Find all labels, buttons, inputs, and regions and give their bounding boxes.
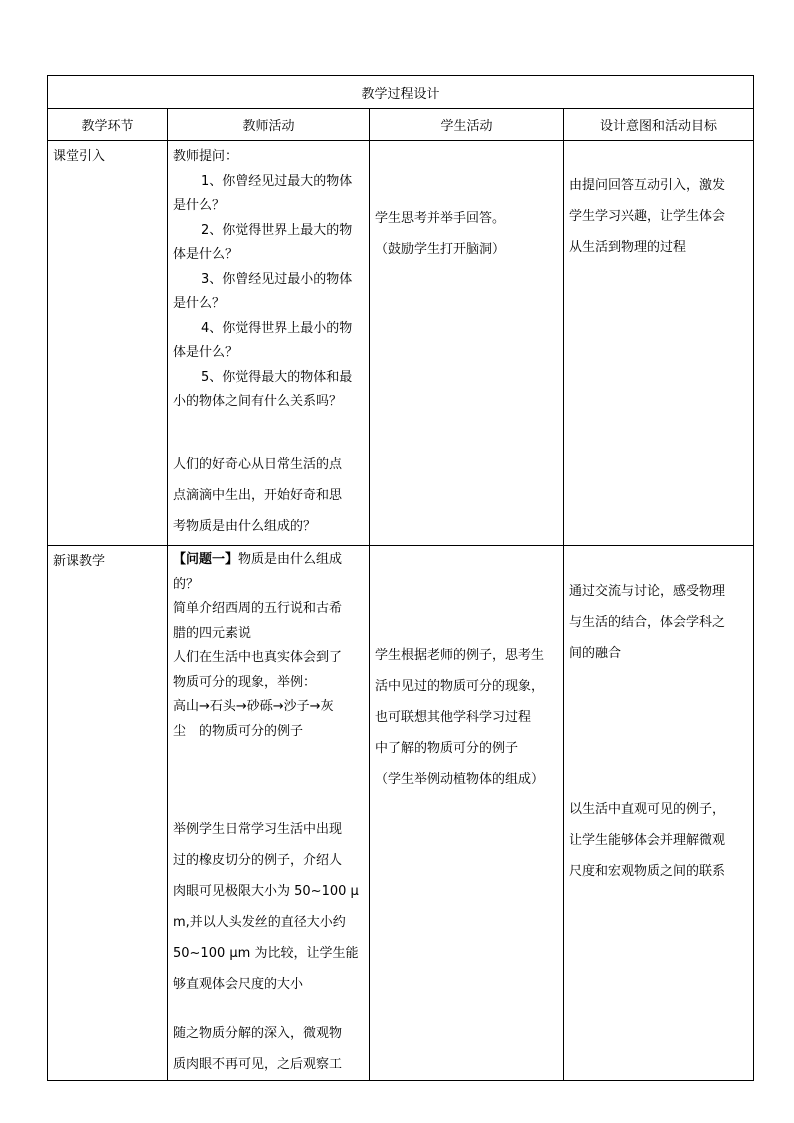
text-line: 是什么？ <box>173 198 226 213</box>
text-line: 让学生能够体会并理解微观 <box>569 833 726 848</box>
text-line: 4、你觉得世界上最小的物 <box>201 320 353 336</box>
text-line: 以生活中直观可见的例子， <box>569 802 726 817</box>
text-line: 活中见过的物质可分的现象， <box>375 679 545 694</box>
stage-label: 新课教学 <box>53 554 106 569</box>
text-line: 的？ <box>173 576 200 592</box>
text-line: 肉眼可见极限大小为 50~100 μ <box>173 884 359 899</box>
text-line: 3、你曾经见过最小的物体 <box>201 271 353 287</box>
text-line: 教师提问： <box>173 149 239 164</box>
text-line: 体是什么？ <box>173 345 239 360</box>
text-line: 也可联想其他学科学习过程 <box>375 710 532 725</box>
student-activity-cell <box>370 546 564 1081</box>
text-line: 质肉眼不再可见，之后观察工 <box>173 1057 343 1072</box>
text-line: 举例学生日常学习生活中出现 <box>173 822 343 837</box>
text-line: 人们的好奇心从日常生活的点 <box>173 456 343 472</box>
header-stage: 教学环节 <box>48 109 168 141</box>
text-line: 由提问回答互动引入，激发 <box>569 178 726 193</box>
header-student-activity: 学生活动 <box>370 109 564 141</box>
text-line: 尺度和宏观物质之间的联系 <box>569 864 726 879</box>
text-line: 过的橡皮切分的例子，介绍人 <box>173 853 343 868</box>
stage-cell <box>48 546 168 1081</box>
text-line: 中了解的物质可分的例子 <box>375 741 519 756</box>
text-line: 腊的四元素说 <box>173 625 252 641</box>
text-line: 学生思考并举手回答。 <box>375 211 506 226</box>
text-line: 点滴滴中生出，开始好奇和思 <box>173 487 343 503</box>
text-line: 简单介绍西周的五行说和古希 <box>173 601 343 616</box>
table-title: 教学过程设计 <box>48 76 754 109</box>
student-activity-cell <box>370 141 564 546</box>
lesson-design-table <box>47 75 754 1081</box>
text-line: 1、你曾经见过最大的物体 <box>201 173 353 189</box>
text-line: 通过交流与讨论，感受物理 <box>569 584 726 599</box>
table-row <box>48 141 754 546</box>
text-line: 与生活的结合，体会学科之 <box>569 615 726 630</box>
text-line: 考物质是由什么组成的？ <box>173 518 317 534</box>
text-line: 学生根据老师的例子，思考生 <box>375 648 545 663</box>
text-line: 从生活到物理的过程 <box>569 240 687 255</box>
text-line: 体是什么？ <box>173 247 239 262</box>
text-line: 50~100 μm 为比较，让学生能 <box>173 946 359 961</box>
question-label: 【问题一】 <box>173 552 239 567</box>
text-line: 2、你觉得世界上最大的物 <box>201 222 353 238</box>
text-line: 小的物体之间有什么关系吗？ <box>173 394 343 409</box>
text-line: 物质可分的现象，举例： <box>173 674 317 690</box>
text-line: 5、你觉得最大的物体和最 <box>201 369 353 385</box>
text-line: （学生举例动植物体的组成） <box>375 772 545 787</box>
text-line: 高山→石头→砂砾→沙子→灰 <box>173 699 334 714</box>
header-design-intent: 设计意图和活动目标 <box>564 109 754 141</box>
text-line: 随之物质分解的深入，微观物 <box>173 1026 343 1041</box>
text-line: 尘 的物质可分的例子 <box>173 723 304 739</box>
text-line: 够直观体会尺度的大小 <box>173 977 304 992</box>
text-line: （鼓励学生打开脑洞） <box>375 242 506 257</box>
teacher-activity-cell <box>168 141 370 546</box>
text-line: 学生学习兴趣，让学生体会 <box>569 209 726 224</box>
stage-cell <box>48 141 168 546</box>
question-text: 物质是由什么组成 <box>238 552 343 567</box>
text-line: 是什么？ <box>173 296 226 311</box>
stage-label: 课堂引入 <box>53 149 106 164</box>
design-intent-cell <box>564 141 754 546</box>
text-line: 间的融合 <box>569 646 622 661</box>
header-teacher-activity: 教师活动 <box>168 109 370 141</box>
text-line: m,并以人头发丝的直径大小约 <box>173 915 346 930</box>
table-row <box>48 546 754 1081</box>
teacher-activity-cell <box>168 546 370 1081</box>
design-intent-cell <box>564 546 754 1081</box>
text-line: 人们在生活中也真实体会到了 <box>173 650 343 665</box>
